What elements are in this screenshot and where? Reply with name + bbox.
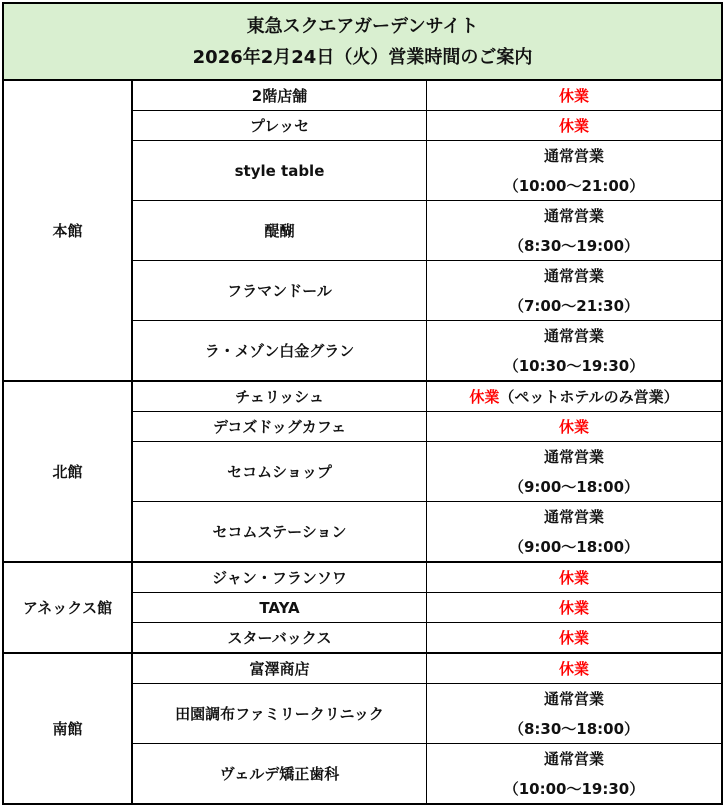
- status-cell: [427, 684, 721, 743]
- table-row: [133, 81, 721, 111]
- building-group: [4, 654, 721, 803]
- shop-name: チェリッシュ: [133, 382, 427, 411]
- shop-name: デコズドッグカフェ: [133, 412, 427, 441]
- shop-name: セコムステーション: [133, 502, 427, 561]
- status-cell: [427, 111, 721, 140]
- shop-name: TAYA: [133, 593, 427, 622]
- hours-text: （9:00～18:00）: [508, 477, 640, 496]
- status-line: [559, 623, 589, 653]
- shop-name: フラマンドール: [133, 261, 427, 320]
- table-row: [133, 321, 721, 380]
- status-text: 通常営業: [543, 689, 604, 708]
- status-note: （ペットホテルのみ営業）: [499, 387, 679, 406]
- status-text: 通常営業: [543, 326, 604, 345]
- building-name: アネックス館: [4, 563, 133, 652]
- shop-name: セコムショップ: [133, 442, 427, 501]
- status-text: 通常営業: [543, 206, 604, 225]
- shop-name: プレッセ: [133, 111, 427, 140]
- hours-text: （7:00～21:30）: [508, 296, 640, 315]
- table-row: [133, 261, 721, 321]
- shop-rows: [133, 563, 721, 652]
- status-cell: [427, 623, 721, 652]
- table-row: [133, 654, 721, 684]
- table-row: [133, 502, 721, 561]
- status-cell: [427, 81, 721, 110]
- building-group: [4, 563, 721, 654]
- closed-status: 休業: [558, 659, 589, 678]
- closed-status: 休業: [558, 598, 589, 617]
- closed-status: 休業: [558, 568, 589, 587]
- building-name: 北館: [4, 382, 133, 561]
- table-row: [133, 201, 721, 261]
- status-cell: [427, 744, 721, 803]
- building-group: [4, 81, 721, 382]
- status-cell: [427, 502, 721, 561]
- shop-name: style table: [133, 141, 427, 200]
- status-text: 通常営業: [543, 507, 604, 526]
- status-text: 通常営業: [543, 447, 604, 466]
- status-cell: [427, 201, 721, 260]
- status-cell: [427, 563, 721, 592]
- status-line: [559, 654, 589, 684]
- status-text: 通常営業: [543, 146, 604, 165]
- table-row: [133, 141, 721, 201]
- status-line: [559, 563, 589, 593]
- shop-rows: [133, 81, 721, 380]
- shop-rows: [133, 382, 721, 561]
- shop-name: ヴェルデ矯正歯科: [133, 744, 427, 803]
- status-cell: [427, 321, 721, 380]
- building-group: [4, 382, 721, 563]
- closed-status: 休業: [558, 628, 589, 647]
- status-line: [469, 382, 678, 412]
- table-body: [4, 81, 721, 803]
- table-row: [133, 442, 721, 502]
- status-text: 通常営業: [543, 749, 604, 768]
- hours-text: （10:00～21:00）: [503, 176, 645, 195]
- closed-status: 休業: [558, 116, 589, 135]
- table-row: [133, 412, 721, 442]
- hours-text: （10:30～19:30）: [503, 356, 645, 375]
- status-cell: [427, 261, 721, 320]
- hours-text: （9:00～18:00）: [508, 537, 640, 556]
- status-text: 通常営業: [543, 266, 604, 285]
- shop-name: 2階店舗: [133, 81, 427, 110]
- table-row: [133, 684, 721, 744]
- hours-text: （10:00～19:30）: [503, 779, 645, 798]
- table-row: [133, 382, 721, 412]
- status-cell: [427, 593, 721, 622]
- table-header: [4, 4, 721, 81]
- status-line: [559, 81, 589, 111]
- status-cell: [427, 141, 721, 200]
- header-title: 東急スクエアガーデンサイト: [246, 15, 479, 37]
- table-row: [133, 111, 721, 141]
- shop-name: ラ・メゾン白金グラン: [133, 321, 427, 380]
- hours-text: （8:30～18:00）: [508, 719, 640, 738]
- shop-name: スターバックス: [133, 623, 427, 652]
- shop-name: 富澤商店: [133, 654, 427, 683]
- table-row: [133, 563, 721, 593]
- status-cell: [427, 442, 721, 501]
- status-cell: [427, 654, 721, 683]
- building-name: 本館: [4, 81, 133, 380]
- closed-status: 休業: [558, 86, 589, 105]
- building-name: 南館: [4, 654, 133, 803]
- business-hours-table: [2, 2, 723, 805]
- closed-status: 休業: [469, 387, 500, 406]
- status-line: [559, 111, 589, 141]
- header-subtitle: 2026年2月24日（火）営業時間のご案内: [192, 46, 533, 68]
- table-row: [133, 593, 721, 623]
- table-row: [133, 744, 721, 803]
- closed-status: 休業: [558, 417, 589, 436]
- status-cell: [427, 382, 721, 411]
- status-cell: [427, 412, 721, 441]
- hours-text: （8:30～19:00）: [508, 236, 640, 255]
- table-row: [133, 623, 721, 652]
- shop-rows: [133, 654, 721, 803]
- shop-name: 田園調布ファミリークリニック: [133, 684, 427, 743]
- shop-name: 醍醐: [133, 201, 427, 260]
- status-line: [559, 412, 589, 442]
- shop-name: ジャン・フランソワ: [133, 563, 427, 592]
- status-line: [559, 593, 589, 623]
